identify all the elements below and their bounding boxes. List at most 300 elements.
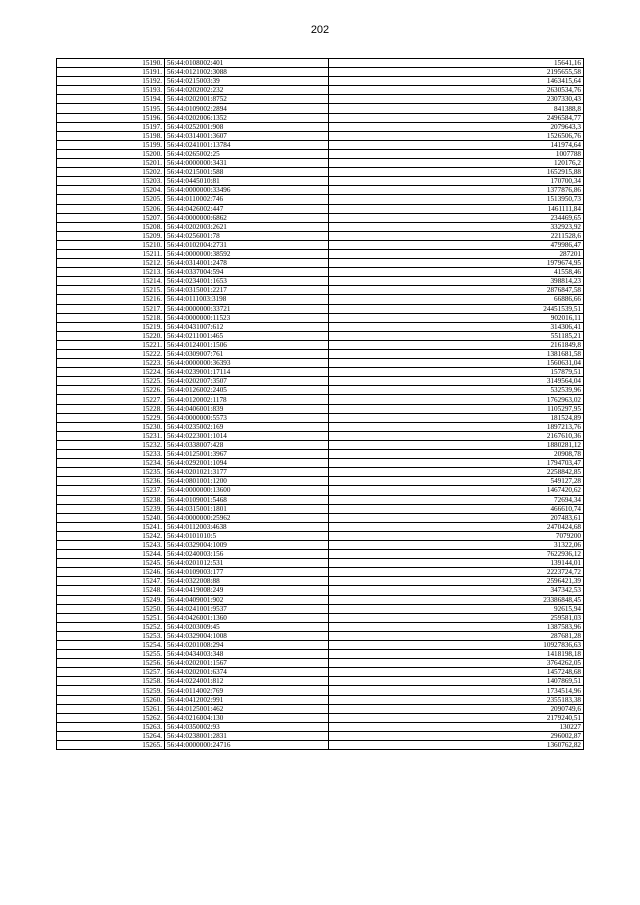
cadastral-number: 56:44:0000000:6862 bbox=[165, 213, 329, 222]
table-row bbox=[57, 559, 584, 568]
cadastral-number: 56:44:0241001:9537 bbox=[165, 604, 329, 613]
cadastral-number: 56:44:0000000:33496 bbox=[165, 186, 329, 195]
cadastral-value: 7079200 bbox=[329, 531, 584, 540]
table-row bbox=[57, 641, 584, 650]
table-row bbox=[57, 722, 584, 731]
cadastral-value: 2496584,77 bbox=[329, 113, 584, 122]
cadastral-number: 56:44:0111003:3198 bbox=[165, 295, 329, 304]
cadastral-value: 20908,78 bbox=[329, 450, 584, 459]
row-number: 15236. bbox=[57, 477, 165, 486]
row-number: 15232. bbox=[57, 440, 165, 449]
table-row bbox=[57, 249, 584, 258]
table-row bbox=[57, 450, 584, 459]
cadastral-value: 902016,11 bbox=[329, 313, 584, 322]
cadastral-number: 56:44:0431007:612 bbox=[165, 322, 329, 331]
cadastral-value: 287201 bbox=[329, 249, 584, 258]
cadastral-value: 3149564,04 bbox=[329, 377, 584, 386]
cadastral-value: 2223724,72 bbox=[329, 568, 584, 577]
cadastral-value: 2161849,8 bbox=[329, 340, 584, 349]
cadastral-number: 56:44:0108002:401 bbox=[165, 59, 329, 68]
row-number: 15198. bbox=[57, 131, 165, 140]
cadastral-number: 56:44:0120002:1178 bbox=[165, 395, 329, 404]
table-row bbox=[57, 222, 584, 231]
row-number: 15263. bbox=[57, 722, 165, 731]
table-row bbox=[57, 677, 584, 686]
table-row bbox=[57, 486, 584, 495]
table-row bbox=[57, 577, 584, 586]
cadastral-value: 3764262,05 bbox=[329, 659, 584, 668]
row-number: 15216. bbox=[57, 295, 165, 304]
cadastral-value: 466610,74 bbox=[329, 504, 584, 513]
row-number: 15191. bbox=[57, 68, 165, 77]
cadastral-value: 347342,53 bbox=[329, 586, 584, 595]
cadastral-number: 56:44:0445010:81 bbox=[165, 177, 329, 186]
cadastral-value: 130227 bbox=[329, 722, 584, 731]
cadastral-number: 56:44:0350002:93 bbox=[165, 722, 329, 731]
cadastral-value: 2167610,36 bbox=[329, 431, 584, 440]
row-number: 15226. bbox=[57, 386, 165, 395]
row-number: 15235. bbox=[57, 468, 165, 477]
cadastral-number: 56:44:0234001:1653 bbox=[165, 277, 329, 286]
row-number: 15233. bbox=[57, 450, 165, 459]
row-number: 15207. bbox=[57, 213, 165, 222]
cadastral-number: 56:44:0109003:177 bbox=[165, 568, 329, 577]
cadastral-value: 92615,94 bbox=[329, 604, 584, 613]
cadastral-number: 56:44:0202003:2621 bbox=[165, 222, 329, 231]
table-row bbox=[57, 95, 584, 104]
row-number: 15260. bbox=[57, 695, 165, 704]
cadastral-value: 532539,96 bbox=[329, 386, 584, 395]
table-row bbox=[57, 431, 584, 440]
cadastral-number: 56:44:0125001:3967 bbox=[165, 450, 329, 459]
table-row bbox=[57, 459, 584, 468]
cadastral-number: 56:44:0315001:2217 bbox=[165, 286, 329, 295]
table-row bbox=[57, 659, 584, 668]
cadastral-number: 56:44:0000000:24716 bbox=[165, 741, 329, 750]
table-row bbox=[57, 59, 584, 68]
cadastral-number: 56:44:0102004:2731 bbox=[165, 240, 329, 249]
cadastral-number: 56:44:0110002:746 bbox=[165, 195, 329, 204]
table-row bbox=[57, 504, 584, 513]
table-row bbox=[57, 195, 584, 204]
cadastral-number: 56:44:0202007:3507 bbox=[165, 377, 329, 386]
row-number: 15227. bbox=[57, 395, 165, 404]
cadastral-number: 56:44:0201021:3177 bbox=[165, 468, 329, 477]
row-number: 15251. bbox=[57, 613, 165, 622]
cadastral-number: 56:44:0109002:2894 bbox=[165, 104, 329, 113]
cadastral-value: 549127,28 bbox=[329, 477, 584, 486]
row-number: 15246. bbox=[57, 568, 165, 577]
cadastral-number: 56:44:0000000:11523 bbox=[165, 313, 329, 322]
table-row bbox=[57, 495, 584, 504]
row-number: 15265. bbox=[57, 741, 165, 750]
cadastral-number: 56:44:0124001:1506 bbox=[165, 340, 329, 349]
cadastral-value: 1880281,12 bbox=[329, 440, 584, 449]
table-row bbox=[57, 68, 584, 77]
table-row bbox=[57, 413, 584, 422]
row-number: 15199. bbox=[57, 140, 165, 149]
table-row bbox=[57, 586, 584, 595]
table-row bbox=[57, 304, 584, 313]
cadastral-value: 1387583,96 bbox=[329, 622, 584, 631]
table-row bbox=[57, 286, 584, 295]
row-number: 15201. bbox=[57, 159, 165, 168]
cadastral-number: 56:44:0203009:45 bbox=[165, 622, 329, 631]
row-number: 15190. bbox=[57, 59, 165, 68]
row-number: 15217. bbox=[57, 304, 165, 313]
cadastral-number: 56:44:0412002:991 bbox=[165, 695, 329, 704]
cadastral-number: 56:44:0406001:839 bbox=[165, 404, 329, 413]
cadastral-value: 1418198,18 bbox=[329, 650, 584, 659]
cadastral-value: 1794703,47 bbox=[329, 459, 584, 468]
row-number: 15242. bbox=[57, 531, 165, 540]
cadastral-number: 56:44:0112003:4638 bbox=[165, 522, 329, 531]
row-number: 15222. bbox=[57, 350, 165, 359]
table-row bbox=[57, 377, 584, 386]
row-number: 15256. bbox=[57, 659, 165, 668]
table-row bbox=[57, 440, 584, 449]
cadastral-value: 314306,41 bbox=[329, 322, 584, 331]
row-number: 15237. bbox=[57, 486, 165, 495]
cadastral-number: 56:44:0322008:88 bbox=[165, 577, 329, 586]
cadastral-number: 56:44:0240003:156 bbox=[165, 550, 329, 559]
table-row bbox=[57, 231, 584, 240]
cadastral-value: 1652915,88 bbox=[329, 168, 584, 177]
row-number: 15203. bbox=[57, 177, 165, 186]
table-row bbox=[57, 122, 584, 131]
row-number: 15258. bbox=[57, 677, 165, 686]
table-row bbox=[57, 531, 584, 540]
cadastral-value: 66886,66 bbox=[329, 295, 584, 304]
cadastral-value: 1467420,62 bbox=[329, 486, 584, 495]
cadastral-number: 56:44:0101010:5 bbox=[165, 531, 329, 540]
row-number: 15234. bbox=[57, 459, 165, 468]
cadastral-number: 56:44:0000000:36393 bbox=[165, 359, 329, 368]
cadastral-number: 56:44:0202002:232 bbox=[165, 86, 329, 95]
cadastral-value: 2090749,6 bbox=[329, 704, 584, 713]
row-number: 15240. bbox=[57, 513, 165, 522]
cadastral-number: 56:44:0419008:249 bbox=[165, 586, 329, 595]
cadastral-value: 170700,34 bbox=[329, 177, 584, 186]
row-number: 15215. bbox=[57, 286, 165, 295]
cadastral-number: 56:44:0238001:2831 bbox=[165, 731, 329, 740]
row-number: 15223. bbox=[57, 359, 165, 368]
table-row bbox=[57, 713, 584, 722]
table-row bbox=[57, 131, 584, 140]
row-number: 15200. bbox=[57, 149, 165, 158]
cadastral-number: 56:44:0109001:5468 bbox=[165, 495, 329, 504]
table-row bbox=[57, 168, 584, 177]
cadastral-number: 56:44:0202001:1567 bbox=[165, 659, 329, 668]
row-number: 15257. bbox=[57, 668, 165, 677]
cadastral-number: 56:44:0215003:39 bbox=[165, 77, 329, 86]
table-row bbox=[57, 350, 584, 359]
table-row bbox=[57, 240, 584, 249]
table-row bbox=[57, 513, 584, 522]
table-row bbox=[57, 177, 584, 186]
cadastral-number: 56:44:0241001:13784 bbox=[165, 140, 329, 149]
cadastral-number: 56:44:0252001:908 bbox=[165, 122, 329, 131]
table-row bbox=[57, 313, 584, 322]
cadastral-value: 2258842,85 bbox=[329, 468, 584, 477]
table-row bbox=[57, 340, 584, 349]
cadastral-number: 56:44:0314001:2478 bbox=[165, 259, 329, 268]
row-number: 15213. bbox=[57, 268, 165, 277]
cadastral-number: 56:44:0000000:38592 bbox=[165, 249, 329, 258]
row-number: 15247. bbox=[57, 577, 165, 586]
cadastral-value: 1457248,68 bbox=[329, 668, 584, 677]
table-row bbox=[57, 277, 584, 286]
row-number: 15259. bbox=[57, 686, 165, 695]
cadastral-value: 181524,89 bbox=[329, 413, 584, 422]
row-number: 15241. bbox=[57, 522, 165, 531]
row-number: 15253. bbox=[57, 631, 165, 640]
table-row bbox=[57, 695, 584, 704]
table-row bbox=[57, 540, 584, 549]
cadastral-value: 479986,47 bbox=[329, 240, 584, 249]
cadastral-value: 120176,2 bbox=[329, 159, 584, 168]
cadastral-value: 1560631,04 bbox=[329, 359, 584, 368]
row-number: 15206. bbox=[57, 204, 165, 213]
row-number: 15205. bbox=[57, 195, 165, 204]
row-number: 15204. bbox=[57, 186, 165, 195]
table-row bbox=[57, 613, 584, 622]
cadastral-value: 31322,06 bbox=[329, 540, 584, 549]
row-number: 15224. bbox=[57, 368, 165, 377]
cadastral-number: 56:44:0801001:1200 bbox=[165, 477, 329, 486]
cadastral-number: 56:44:0126002:2405 bbox=[165, 386, 329, 395]
cadastral-number: 56:44:0202001:8752 bbox=[165, 95, 329, 104]
cadastral-number: 56:44:0202006:1352 bbox=[165, 113, 329, 122]
row-number: 15220. bbox=[57, 331, 165, 340]
table-row bbox=[57, 186, 584, 195]
row-number: 15192. bbox=[57, 77, 165, 86]
row-number: 15255. bbox=[57, 650, 165, 659]
cadastral-value: 2470424,68 bbox=[329, 522, 584, 531]
cadastral-number: 56:44:0000000:5573 bbox=[165, 413, 329, 422]
cadastral-number: 56:44:0235002:169 bbox=[165, 422, 329, 431]
table-row bbox=[57, 149, 584, 158]
cadastral-number: 56:44:0239001:17114 bbox=[165, 368, 329, 377]
row-number: 15230. bbox=[57, 422, 165, 431]
cadastral-value: 139144,01 bbox=[329, 559, 584, 568]
table-row bbox=[57, 704, 584, 713]
cadastral-table-body bbox=[57, 59, 584, 750]
row-number: 15225. bbox=[57, 377, 165, 386]
cadastral-value: 1513950,73 bbox=[329, 195, 584, 204]
cadastral-value: 259581,03 bbox=[329, 613, 584, 622]
row-number: 15243. bbox=[57, 540, 165, 549]
row-number: 15229. bbox=[57, 413, 165, 422]
cadastral-value: 15641,16 bbox=[329, 59, 584, 68]
table-row bbox=[57, 204, 584, 213]
cadastral-value: 2596421,39 bbox=[329, 577, 584, 586]
table-row bbox=[57, 368, 584, 377]
cadastral-value: 551185,21 bbox=[329, 331, 584, 340]
table-row bbox=[57, 550, 584, 559]
table-row bbox=[57, 386, 584, 395]
cadastral-value: 332923,92 bbox=[329, 222, 584, 231]
cadastral-number: 56:44:0292001:1094 bbox=[165, 459, 329, 468]
cadastral-number: 56:44:0000000:13600 bbox=[165, 486, 329, 495]
table-row bbox=[57, 404, 584, 413]
table-row bbox=[57, 522, 584, 531]
cadastral-value: 2195655,58 bbox=[329, 68, 584, 77]
row-number: 15252. bbox=[57, 622, 165, 631]
table-row bbox=[57, 331, 584, 340]
cadastral-number: 56:44:0409001:902 bbox=[165, 595, 329, 604]
cadastral-number: 56:44:0223001:1014 bbox=[165, 431, 329, 440]
cadastral-number: 56:44:0309007:761 bbox=[165, 350, 329, 359]
table-row bbox=[57, 77, 584, 86]
table-row bbox=[57, 86, 584, 95]
table-row bbox=[57, 731, 584, 740]
row-number: 15209. bbox=[57, 231, 165, 240]
row-number: 15194. bbox=[57, 95, 165, 104]
row-number: 15193. bbox=[57, 86, 165, 95]
cadastral-number: 56:44:0337004:594 bbox=[165, 268, 329, 277]
table-row bbox=[57, 322, 584, 331]
cadastral-number: 56:44:0329004:1009 bbox=[165, 540, 329, 549]
cadastral-value: 296002,87 bbox=[329, 731, 584, 740]
table-row bbox=[57, 477, 584, 486]
cadastral-number: 56:44:0314001:3607 bbox=[165, 131, 329, 140]
cadastral-number: 56:44:0215001:588 bbox=[165, 168, 329, 177]
row-number: 15221. bbox=[57, 340, 165, 349]
table-row bbox=[57, 650, 584, 659]
cadastral-number: 56:44:0201008:294 bbox=[165, 641, 329, 650]
cadastral-number: 56:44:0426002:447 bbox=[165, 204, 329, 213]
cadastral-number: 56:44:0434003:348 bbox=[165, 650, 329, 659]
table-row bbox=[57, 622, 584, 631]
cadastral-number: 56:44:0265002:25 bbox=[165, 149, 329, 158]
row-number: 15214. bbox=[57, 277, 165, 286]
table-row bbox=[57, 140, 584, 149]
cadastral-value: 1734514,96 bbox=[329, 686, 584, 695]
cadastral-value: 1381681,58 bbox=[329, 350, 584, 359]
row-number: 15262. bbox=[57, 713, 165, 722]
row-number: 15202. bbox=[57, 168, 165, 177]
table-row bbox=[57, 295, 584, 304]
cadastral-number: 56:44:0114002:769 bbox=[165, 686, 329, 695]
row-number: 15212. bbox=[57, 259, 165, 268]
cadastral-value: 2630534,76 bbox=[329, 86, 584, 95]
cadastral-value: 157879,51 bbox=[329, 368, 584, 377]
row-number: 15231. bbox=[57, 431, 165, 440]
row-number: 15245. bbox=[57, 559, 165, 568]
cadastral-number: 56:44:0224001:812 bbox=[165, 677, 329, 686]
cadastral-value: 287681,28 bbox=[329, 631, 584, 640]
table-row bbox=[57, 213, 584, 222]
cadastral-value: 2079643,3 bbox=[329, 122, 584, 131]
cadastral-value: 398814,23 bbox=[329, 277, 584, 286]
row-number: 15196. bbox=[57, 113, 165, 122]
cadastral-value: 1105297,95 bbox=[329, 404, 584, 413]
row-number: 15249. bbox=[57, 595, 165, 604]
table-row bbox=[57, 422, 584, 431]
cadastral-value: 1526506,76 bbox=[329, 131, 584, 140]
row-number: 15219. bbox=[57, 322, 165, 331]
cadastral-number: 56:44:0000000:25962 bbox=[165, 513, 329, 522]
row-number: 15239. bbox=[57, 504, 165, 513]
cadastral-value: 23386848,45 bbox=[329, 595, 584, 604]
table-row bbox=[57, 159, 584, 168]
cadastral-value: 41558,46 bbox=[329, 268, 584, 277]
cadastral-value: 1463415,64 bbox=[329, 77, 584, 86]
cadastral-value: 1377876,86 bbox=[329, 186, 584, 195]
cadastral-value: 1762963,02 bbox=[329, 395, 584, 404]
row-number: 15228. bbox=[57, 404, 165, 413]
cadastral-value: 1407869,51 bbox=[329, 677, 584, 686]
row-number: 15238. bbox=[57, 495, 165, 504]
cadastral-value: 2179240,51 bbox=[329, 713, 584, 722]
cadastral-value: 10927836,63 bbox=[329, 641, 584, 650]
table-row bbox=[57, 668, 584, 677]
row-number: 15197. bbox=[57, 122, 165, 131]
cadastral-number: 56:44:0000000:3431 bbox=[165, 159, 329, 168]
cadastral-number: 56:44:0315001:1801 bbox=[165, 504, 329, 513]
cadastral-number: 56:44:0202001:6374 bbox=[165, 668, 329, 677]
table-row bbox=[57, 741, 584, 750]
cadastral-value: 2876847,58 bbox=[329, 286, 584, 295]
table-row bbox=[57, 113, 584, 122]
cadastral-value: 2307330,43 bbox=[329, 95, 584, 104]
cadastral-number: 56:44:0216004:130 bbox=[165, 713, 329, 722]
cadastral-number: 56:44:0329004:1008 bbox=[165, 631, 329, 640]
table-row bbox=[57, 104, 584, 113]
table-row bbox=[57, 595, 584, 604]
cadastral-number: 56:44:0121002:3088 bbox=[165, 68, 329, 77]
cadastral-value: 1007788 bbox=[329, 149, 584, 158]
row-number: 15264. bbox=[57, 731, 165, 740]
table-row bbox=[57, 395, 584, 404]
table-row bbox=[57, 268, 584, 277]
cadastral-value: 24451539,51 bbox=[329, 304, 584, 313]
table-row bbox=[57, 631, 584, 640]
cadastral-value: 234469,65 bbox=[329, 213, 584, 222]
row-number: 15250. bbox=[57, 604, 165, 613]
cadastral-value: 1897213,76 bbox=[329, 422, 584, 431]
cadastral-number: 56:44:0201012:531 bbox=[165, 559, 329, 568]
cadastral-value: 841388,8 bbox=[329, 104, 584, 113]
table-row bbox=[57, 604, 584, 613]
table-row bbox=[57, 468, 584, 477]
table-row bbox=[57, 568, 584, 577]
cadastral-number: 56:44:0000000:33721 bbox=[165, 304, 329, 313]
cadastral-value: 141974,64 bbox=[329, 140, 584, 149]
row-number: 15254. bbox=[57, 641, 165, 650]
cadastral-number: 56:44:0338007:428 bbox=[165, 440, 329, 449]
table-row bbox=[57, 259, 584, 268]
page-number: 202 bbox=[310, 24, 330, 36]
cadastral-value: 2211528,6 bbox=[329, 231, 584, 240]
cadastral-value: 72694,34 bbox=[329, 495, 584, 504]
row-number: 15210. bbox=[57, 240, 165, 249]
cadastral-value: 1461111,84 bbox=[329, 204, 584, 213]
cadastral-value: 7622936,12 bbox=[329, 550, 584, 559]
cadastral-value: 1360762,82 bbox=[329, 741, 584, 750]
row-number: 15261. bbox=[57, 704, 165, 713]
cadastral-value: 2355183,38 bbox=[329, 695, 584, 704]
cadastral-number: 56:44:0125001:462 bbox=[165, 704, 329, 713]
table-row bbox=[57, 359, 584, 368]
row-number: 15218. bbox=[57, 313, 165, 322]
cadastral-number: 56:44:0256001:78 bbox=[165, 231, 329, 240]
cadastral-value: 1979674,95 bbox=[329, 259, 584, 268]
row-number: 15208. bbox=[57, 222, 165, 231]
cadastral-number: 56:44:0426001:1360 bbox=[165, 613, 329, 622]
cadastral-table bbox=[56, 58, 584, 750]
